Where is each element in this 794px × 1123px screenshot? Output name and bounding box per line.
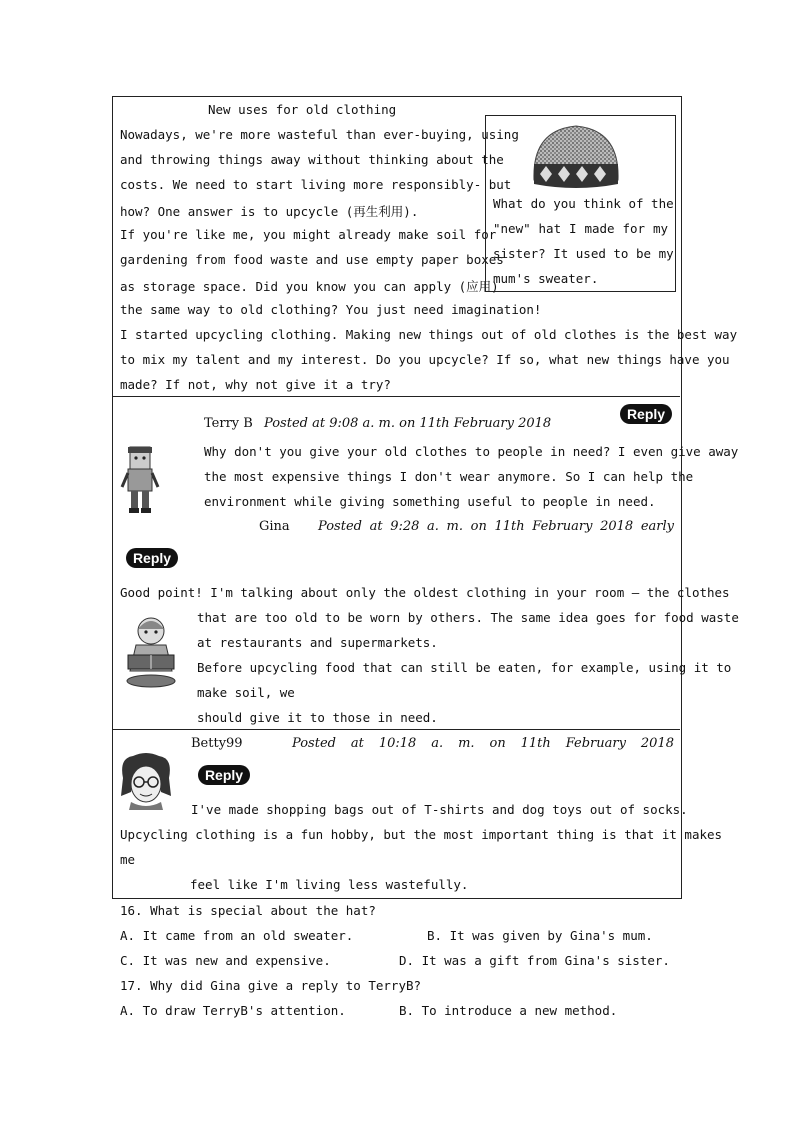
comment-line: should give it to those in need. [197,710,438,725]
divider [112,396,680,397]
comment-line: I've made shopping bags out of T-shirts and dog toys out of socks. [191,802,688,817]
avatar-terry [120,445,160,515]
comment-author: Terry B [204,416,253,431]
article-line: gardening from food waste and use empty paper boxes [120,252,504,267]
avatar-gina [122,615,180,689]
article-line: costs. We need to start living more responsibly- but [120,177,512,192]
article-line: how? One answer is to upcycle (再生利用). [120,204,419,219]
comment-line: Before upcycling food that can still be eaten, for example, using it to [197,660,732,675]
article-line: If you're like me, you might already make soil for [120,227,497,242]
question-stem: 16. What is special about the hat? [120,903,376,918]
article-line: and throwing things away without thinking about the [120,152,504,167]
article-line: I started upcycling clothing. Making new things out of old clothes is the best way [120,327,738,342]
reply-label: Reply [132,550,172,566]
reply-label: Reply [204,767,244,783]
caption-line [493,196,674,211]
comment-line: feel like I'm living less wastefully. [190,877,469,892]
reply-button[interactable] [125,547,179,569]
article-title: New uses for old clothing [208,102,397,117]
option-b: B. To introduce a new method. [399,1003,618,1018]
comment-line: Why don't you give your old clothes to people in need? I even give away [204,444,739,459]
caption-text: sister? It used to be my [493,246,674,261]
avatar-betty [117,752,175,810]
article-line: made? If not, why not give it a try? [120,377,391,392]
comment-line: me [120,852,136,867]
reply-button[interactable] [619,403,673,425]
reply-label: Reply [626,406,666,422]
article-line: as storage space. Did you know you can apply (应用) [120,279,499,294]
caption-text: "new" hat I made for my [493,221,668,236]
caption-line [493,221,668,236]
caption-text: What do you think of the [493,196,674,211]
option-b: B. It was given by Gina's mum. [427,928,653,943]
article-line: Nowadays, we're more wasteful than ever-buying, using [120,127,519,142]
option-a: A. It came from an old sweater. [120,928,354,943]
comment-line: make soil, we [197,685,295,700]
article-line: the same way to old clothing? You just need imagination! [120,302,542,317]
comment-author: Betty99 [191,736,243,751]
comment-line: Upcycling clothing is a fun hobby, but the most important thing is that it makes [120,827,723,842]
caption-line [493,246,674,261]
comment-meta: Posted at 10:18 a. m. on 11th February 2018 [292,736,674,751]
comment-line: that are too old to be worn by others. The same idea goes for food waste [197,610,739,625]
comment-line: the most expensive things I don't wear anymore. So I can help the [204,469,694,484]
option-d: D. It was a gift from Gina's sister. [399,953,670,968]
reply-button[interactable] [197,764,251,786]
question-stem: 17. Why did Gina give a reply to TerryB? [120,978,422,993]
option-c: C. It was new and expensive. [120,953,331,968]
comment-line: Good point! I'm talking about only the oldest clothing in your room — the clothes [120,585,730,600]
comment-author: Gina [259,519,290,534]
caption-line: mum's sweater. [493,271,599,286]
comment-line: at restaurants and supermarkets. [197,635,438,650]
comment-line: environment while giving something useful to people in need. [204,494,656,509]
article-line: to mix my talent and my interest. Do you upcycle? If so, what new things have you [120,352,730,367]
option-a: A. To draw TerryB's attention. [120,1003,346,1018]
comment-meta: Posted at 9:28 a. m. on 11th February 2018 early [318,519,674,534]
comment-meta: Posted at 9:08 a. m. on 11th February 2018 [264,416,552,431]
knitted-hat-image [528,122,624,190]
divider [112,729,680,730]
